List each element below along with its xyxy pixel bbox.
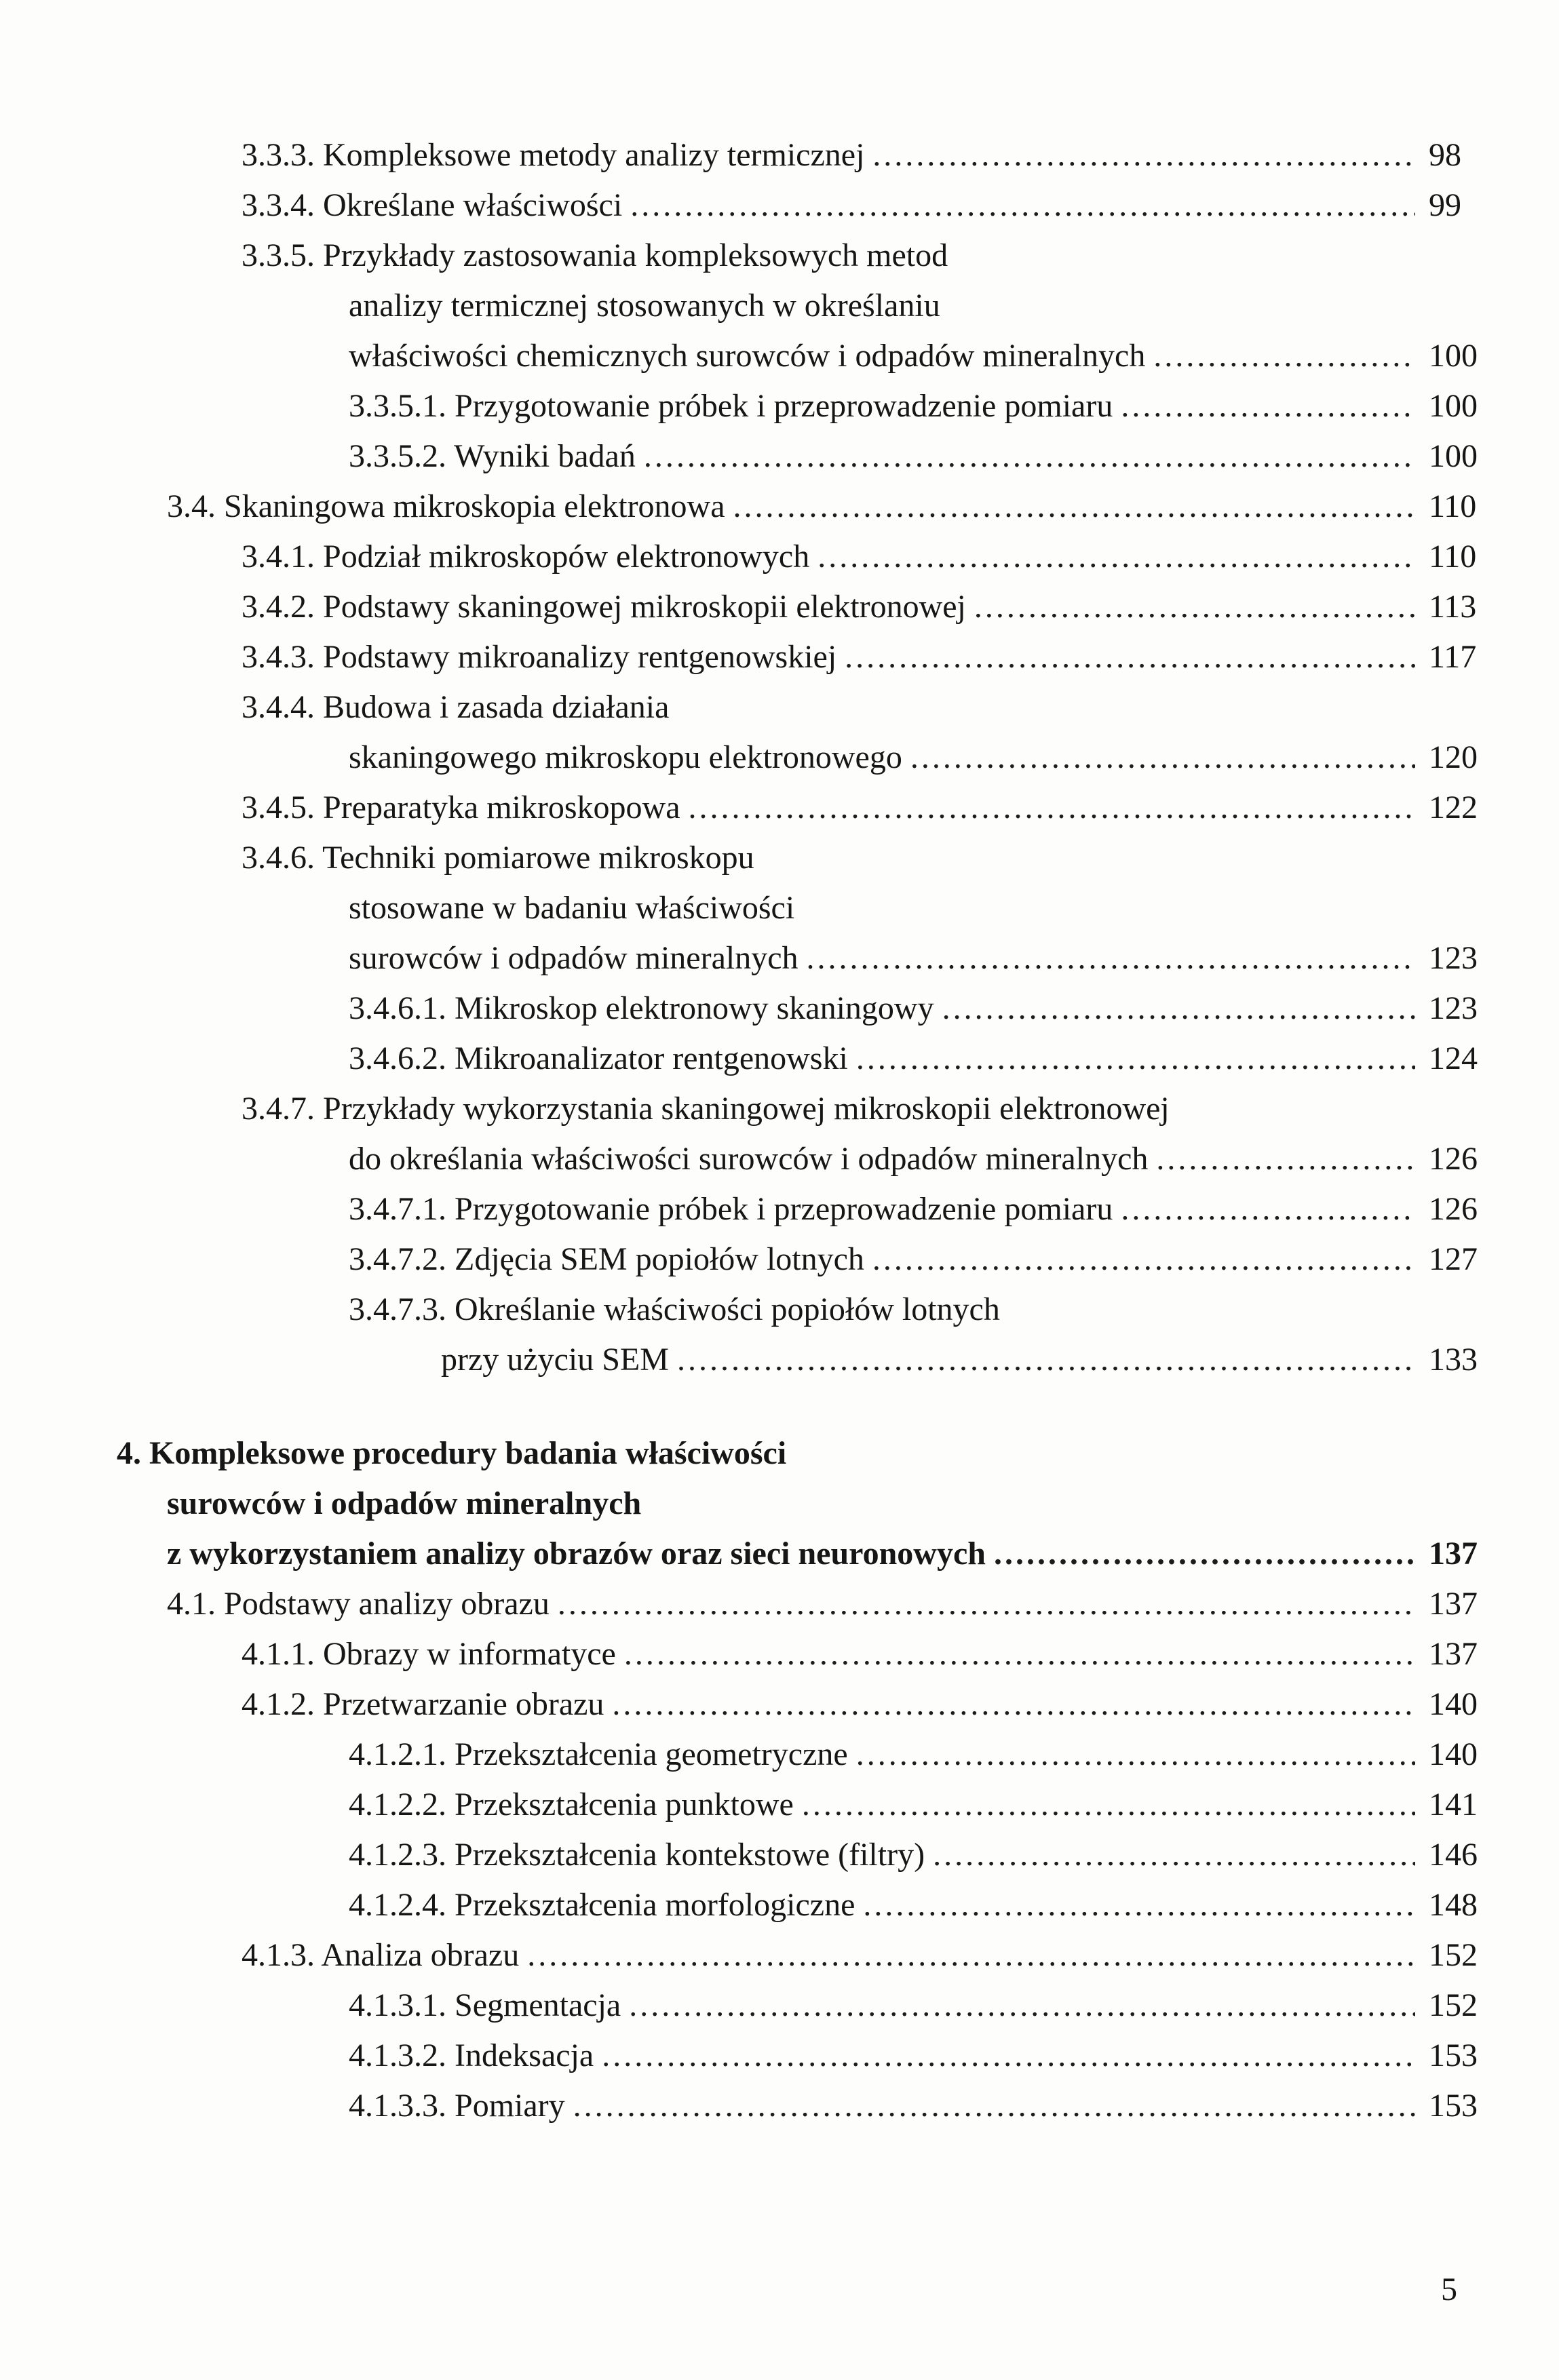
toc-entry-page-number: 120 — [1429, 739, 1478, 775]
leader-dots — [733, 482, 1415, 532]
toc-entry — [0, 1880, 1495, 1930]
toc-entry-line — [349, 1730, 1495, 1780]
toc-entry — [0, 1981, 1495, 2031]
toc-entry — [0, 482, 1495, 532]
toc-entry-text: 4.1.2.2. Przekształcenia punktowe — [349, 1787, 794, 1822]
toc-entry — [0, 1579, 1495, 1629]
toc-entry-line — [242, 682, 1495, 733]
toc-entry-text: stosowane w badaniu właściwości — [349, 890, 795, 926]
toc-entry — [0, 431, 1495, 482]
toc-entry-text: 4.1.3.1. Segmentacja — [349, 1987, 621, 2023]
toc-entry-text: 3.4.7.3. Określanie właściwości popiołów lotnych — [349, 1291, 1000, 1327]
toc-entry-text: 3.3.3. Kompleksowe metody analizy termicznej — [242, 137, 865, 173]
toc-entry-text: 3.4. Skaningowa mikroskopia elektronowa — [167, 488, 725, 524]
toc-entry — [0, 1930, 1495, 1981]
toc-entry-text: analizy termicznej stosowanych w określaniu — [349, 288, 940, 324]
toc-entry — [0, 180, 1495, 231]
leader-dots — [612, 1679, 1415, 1730]
toc-entry-line — [349, 381, 1495, 431]
toc-list — [0, 130, 1495, 2131]
leader-dots — [630, 180, 1415, 231]
toc-entry — [0, 1730, 1495, 1780]
toc-entry-line — [349, 431, 1495, 482]
toc-entry-text: skaningowego mikroskopu elektronowego — [349, 739, 902, 775]
toc-entry-page-number: 123 — [1429, 990, 1478, 1026]
toc-entry-line — [242, 783, 1495, 833]
leader-dots — [1121, 1184, 1415, 1234]
toc-entry-line — [167, 1579, 1495, 1629]
toc-entry-continuation-line — [349, 331, 1495, 381]
toc-entry-text: właściwości chemicznych surowców i odpadów mineralnych — [349, 338, 1146, 374]
toc-entry — [0, 1084, 1495, 1184]
toc-entry-text: przy użyciu SEM — [441, 1342, 669, 1378]
leader-dots — [677, 1335, 1415, 1385]
leader-dots — [558, 1579, 1415, 1629]
toc-entry-page-number: 141 — [1429, 1787, 1478, 1822]
toc-entry — [0, 632, 1495, 682]
leader-dots — [872, 1234, 1415, 1285]
toc-entry-line — [349, 1184, 1495, 1234]
toc-entry-text: 3.4.7.2. Zdjęcia SEM popiołów lotnych — [349, 1241, 864, 1277]
toc-entry-page-number: 100 — [1429, 338, 1478, 374]
toc-entry — [0, 2081, 1495, 2131]
leader-dots — [1153, 331, 1415, 381]
toc-entry-text: 4.1.2. Przetwarzanie obrazu — [242, 1686, 604, 1722]
toc-entry-text: z wykorzystaniem analizy obrazów oraz sieci neuronowych — [167, 1536, 986, 1572]
toc-entry — [0, 381, 1495, 431]
toc-entry-page-number: 146 — [1429, 1837, 1478, 1873]
toc-entry-line — [242, 632, 1495, 682]
leader-dots — [527, 1930, 1415, 1981]
toc-entry — [0, 2031, 1495, 2081]
toc-entry-line — [349, 1981, 1495, 2031]
toc-entry-text: 3.3.4. Określane właściwości — [242, 187, 623, 223]
toc-entry-line — [349, 1880, 1495, 1930]
toc-entry — [0, 1629, 1495, 1679]
toc-entry-page-number: 122 — [1429, 789, 1478, 825]
toc-entry — [0, 682, 1495, 783]
toc-entry-page-number: 133 — [1429, 1342, 1478, 1378]
toc-entry-text: 4.1.3. Analiza obrazu — [242, 1937, 520, 1973]
leader-dots — [817, 532, 1415, 582]
toc-entry-text: 4. Kompleksowe procedury badania właściwości — [117, 1435, 787, 1471]
toc-entry — [0, 231, 1495, 381]
leader-dots — [1121, 381, 1415, 431]
toc-entry-line — [349, 2031, 1495, 2081]
toc-entry-page-number: 117 — [1429, 639, 1477, 675]
leader-dots — [942, 983, 1415, 1034]
toc-entry-continuation-line — [167, 1529, 1495, 1579]
leader-dots — [856, 1730, 1415, 1780]
toc-entry-continuation-line — [441, 1335, 1495, 1385]
toc-entry-page-number: 98 — [1429, 137, 1461, 173]
leader-dots — [629, 1981, 1415, 2031]
toc-entry-page-number: 100 — [1429, 438, 1478, 474]
toc-entry — [0, 1184, 1495, 1234]
leader-dots — [863, 1880, 1415, 1930]
toc-entry-page-number: 126 — [1429, 1191, 1478, 1227]
toc-entry — [0, 532, 1495, 582]
toc-entry-line — [242, 180, 1495, 231]
leader-dots — [689, 783, 1415, 833]
toc-entry-page-number: 137 — [1429, 1636, 1478, 1672]
leader-dots — [994, 1529, 1415, 1579]
toc-entry-page-number: 110 — [1429, 488, 1477, 524]
toc-entry-page-number: 140 — [1429, 1686, 1478, 1722]
toc-entry-line — [349, 2081, 1495, 2131]
page-number: 5 — [1441, 2271, 1457, 2307]
toc-entry-text: 4.1.3.2. Indeksacja — [349, 2037, 594, 2073]
toc-entry-text: 3.4.1. Podział mikroskopów elektronowych — [242, 539, 810, 574]
leader-dots — [602, 2031, 1415, 2081]
toc-entry-page-number: 153 — [1429, 2088, 1478, 2124]
leader-dots — [807, 933, 1415, 983]
leader-dots — [974, 582, 1415, 632]
toc-entry-line — [349, 1830, 1495, 1880]
toc-entry-page-number: 99 — [1429, 187, 1461, 223]
toc-entry — [0, 983, 1495, 1034]
toc-entry-text: 3.4.6.1. Mikroskop elektronowy skaningowy — [349, 990, 934, 1026]
toc-entry-line — [242, 532, 1495, 582]
toc-entry-continuation-line — [349, 733, 1495, 783]
toc-entry-text: 3.4.6.2. Mikroanalizator rentgenowski — [349, 1040, 848, 1076]
leader-dots — [872, 130, 1415, 180]
toc-entry-continuation-line — [167, 1479, 1495, 1529]
toc-entry-text: surowców i odpadów mineralnych — [349, 940, 798, 976]
leader-dots — [910, 733, 1415, 783]
toc-entry-text: 4.1.1. Obrazy w informatyce — [242, 1636, 616, 1672]
toc-entry-page-number: 137 — [1429, 1536, 1478, 1572]
toc-entry-page-number: 127 — [1429, 1241, 1478, 1277]
toc-entry-text: 4.1.2.4. Przekształcenia morfologiczne — [349, 1887, 855, 1923]
toc-entry-text: 3.3.5.1. Przygotowanie próbek i przeprowadzenie pomiaru — [349, 388, 1113, 424]
toc-entry-text: 3.4.4. Budowa i zasada działania — [242, 689, 670, 725]
leader-dots — [856, 1034, 1415, 1084]
toc-entry-line — [167, 482, 1495, 532]
toc-entry — [0, 1780, 1495, 1830]
toc-entry-continuation-line — [349, 281, 1495, 331]
toc-entry-text: 3.4.7.1. Przygotowanie próbek i przeprowadzenie pomiaru — [349, 1191, 1113, 1227]
toc-entry-line — [349, 1285, 1495, 1335]
toc-entry — [0, 1679, 1495, 1730]
toc-entry-text: do określania właściwości surowców i odpadów mineralnych — [349, 1141, 1149, 1177]
leader-dots — [1156, 1134, 1415, 1184]
toc-entry-line — [242, 231, 1495, 281]
toc-entry-continuation-line — [349, 933, 1495, 983]
toc-entry-page-number: 152 — [1429, 1937, 1478, 1973]
toc-entry-line — [349, 1780, 1495, 1830]
toc-entry-text: 3.4.5. Preparatyka mikroskopowa — [242, 789, 680, 825]
toc-entry-line — [242, 833, 1495, 883]
toc-entry-page-number: 124 — [1429, 1040, 1478, 1076]
toc-entry — [0, 1428, 1495, 1579]
toc-entry — [0, 1830, 1495, 1880]
toc-entry-text: 3.4.2. Podstawy skaningowej mikroskopii elektronowej — [242, 589, 966, 625]
toc-entry-text: 4.1.3.3. Pomiary — [349, 2088, 565, 2124]
toc-entry-page-number: 123 — [1429, 940, 1478, 976]
toc-entry-text: 4.1. Podstawy analizy obrazu — [167, 1586, 550, 1622]
toc-entry-line — [349, 1034, 1495, 1084]
toc-entry-line — [242, 1679, 1495, 1730]
toc-entry-page-number: 140 — [1429, 1736, 1478, 1772]
toc-entry-continuation-line — [349, 883, 1495, 933]
toc-entry — [0, 582, 1495, 632]
leader-dots — [933, 1830, 1415, 1880]
toc-entry-page-number: 153 — [1429, 2037, 1478, 2073]
toc-entry-line — [242, 1629, 1495, 1679]
toc-entry-line — [242, 1930, 1495, 1981]
toc-entry-continuation-line — [349, 1134, 1495, 1184]
toc-entry-line — [349, 1234, 1495, 1285]
toc-entry-page-number: 148 — [1429, 1887, 1478, 1923]
toc-entry — [0, 130, 1495, 180]
toc-entry-line — [242, 130, 1495, 180]
toc-entry — [0, 833, 1495, 983]
leader-dots — [845, 632, 1415, 682]
toc-entry-line — [117, 1428, 1495, 1479]
toc-entry-text: 4.1.2.3. Przekształcenia kontekstowe (filtry) — [349, 1837, 925, 1873]
toc-entry-page-number: 126 — [1429, 1141, 1478, 1177]
toc-entry-page-number: 113 — [1429, 589, 1477, 625]
toc-entry-text: 4.1.2.1. Przekształcenia geometryczne — [349, 1736, 848, 1772]
toc-entry-text: 3.3.5. Przykłady zastosowania kompleksowych metod — [242, 237, 948, 273]
leader-dots — [624, 1629, 1415, 1679]
toc-entry-text: 3.4.6. Techniki pomiarowe mikroskopu — [242, 840, 754, 876]
toc-entry-text: 3.3.5.2. Wyniki badań — [349, 438, 636, 474]
toc-entry-text: surowców i odpadów mineralnych — [167, 1485, 642, 1521]
toc-entry — [0, 1234, 1495, 1285]
toc-entry-page-number: 100 — [1429, 388, 1478, 424]
leader-dots — [802, 1780, 1415, 1830]
toc-entry-line — [242, 1084, 1495, 1134]
toc-entry — [0, 1285, 1495, 1385]
toc-entry-page-number: 110 — [1429, 539, 1477, 574]
toc-entry-line — [242, 582, 1495, 632]
leader-dots — [573, 2081, 1415, 2131]
toc-entry-page-number: 137 — [1429, 1586, 1478, 1622]
leader-dots — [644, 431, 1415, 482]
toc-entry — [0, 1034, 1495, 1084]
toc-entry-text: 3.4.3. Podstawy mikroanalizy rentgenowskiej — [242, 639, 837, 675]
toc-entry — [0, 783, 1495, 833]
toc-entry-page-number: 152 — [1429, 1987, 1478, 2023]
toc-entry-line — [349, 983, 1495, 1034]
toc-entry-text: 3.4.7. Przykłady wykorzystania skaningowej mikroskopii elektronowej — [242, 1091, 1170, 1127]
